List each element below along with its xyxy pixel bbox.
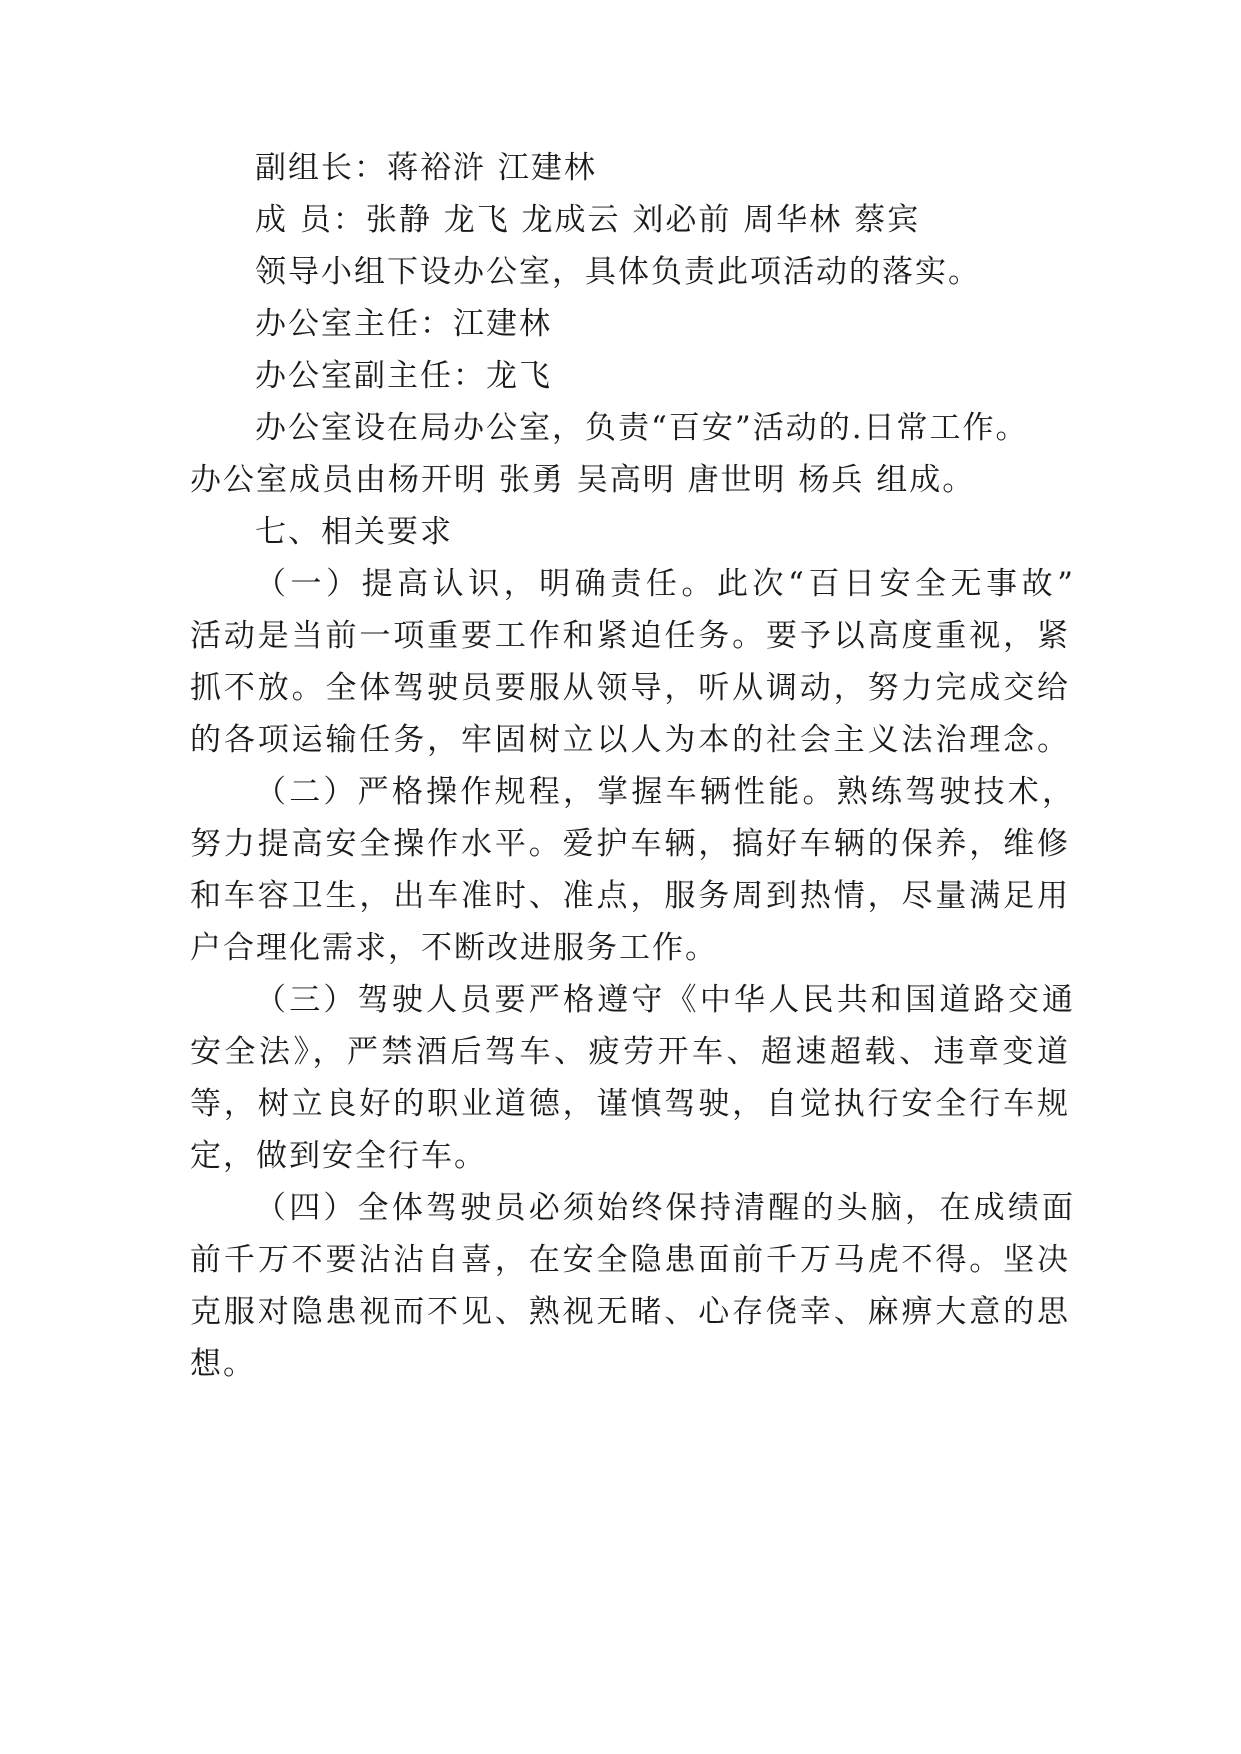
paragraph-4-line-2: 前千万不要沾沾自喜，在安全隐患面前千万马虎不得。坚决	[190, 1242, 1070, 1278]
paragraph-2-line-4: 户合理化需求，不断改进服务工作。	[190, 930, 718, 966]
text-line-office-setup: 领导小组下设办公室，具体负责此项活动的落实。	[255, 254, 981, 290]
paragraph-1-line-3: 抓不放。全体驾驶员要服从领导，听从调动，努力完成交给	[190, 670, 1070, 706]
paragraph-3-line-2: 安全法》，严禁酒后驾车、疲劳开车、超速超载、违章变道	[190, 1034, 1070, 1070]
paragraph-3-line-1: （三）驾驶人员要严格遵守《中华人民共和国道路交通	[255, 982, 1075, 1018]
paragraph-3-line-3: 等，树立良好的职业道德，谨慎驾驶，自觉执行安全行车规	[190, 1086, 1070, 1122]
text-line-deputy-leaders: 副组长：蒋裕浒 江建林	[255, 150, 597, 186]
text-line-office-members: 办公室成员由杨开明 张勇 吴高明 唐世明 杨兵 组成。	[190, 462, 976, 498]
text-line-office-deputy-director: 办公室副主任：龙飞	[255, 358, 552, 394]
paragraph-3-line-4: 定，做到安全行车。	[190, 1138, 487, 1174]
paragraph-2-line-2: 努力提高安全操作水平。爱护车辆，搞好车辆的保养，维修	[190, 826, 1070, 862]
paragraph-2-line-3: 和车容卫生，出车准时、准点，服务周到热情，尽量满足用	[190, 878, 1070, 914]
paragraph-1-line-4: 的各项运输任务，牢固树立以人为本的社会主义法治理念。	[190, 722, 1070, 758]
paragraph-4-line-4: 想。	[190, 1346, 256, 1382]
paragraph-1-line-1: （一）提高认识，明确责任。此次“百日安全无事故”	[255, 566, 1075, 602]
paragraph-2-line-1: （二）严格操作规程，掌握车辆性能。熟练驾驶技术，	[255, 774, 1075, 810]
text-line-office-director: 办公室主任：江建林	[255, 306, 552, 342]
section-heading-requirements: 七、相关要求	[255, 514, 453, 550]
paragraph-4-line-3: 克服对隐患视而不见、熟视无睹、心存侥幸、麻痹大意的思	[190, 1294, 1070, 1330]
text-line-office-location: 办公室设在局办公室，负责“百安”活动的.日常工作。	[255, 410, 1029, 446]
paragraph-1-line-2: 活动是当前一项重要工作和紧迫任务。要予以高度重视，紧	[190, 618, 1070, 654]
paragraph-4-line-1: （四）全体驾驶员必须始终保持清醒的头脑，在成绩面	[255, 1190, 1075, 1226]
text-line-members: 成 员：张静 龙飞 龙成云 刘必前 周华林 蔡宾	[255, 202, 921, 238]
